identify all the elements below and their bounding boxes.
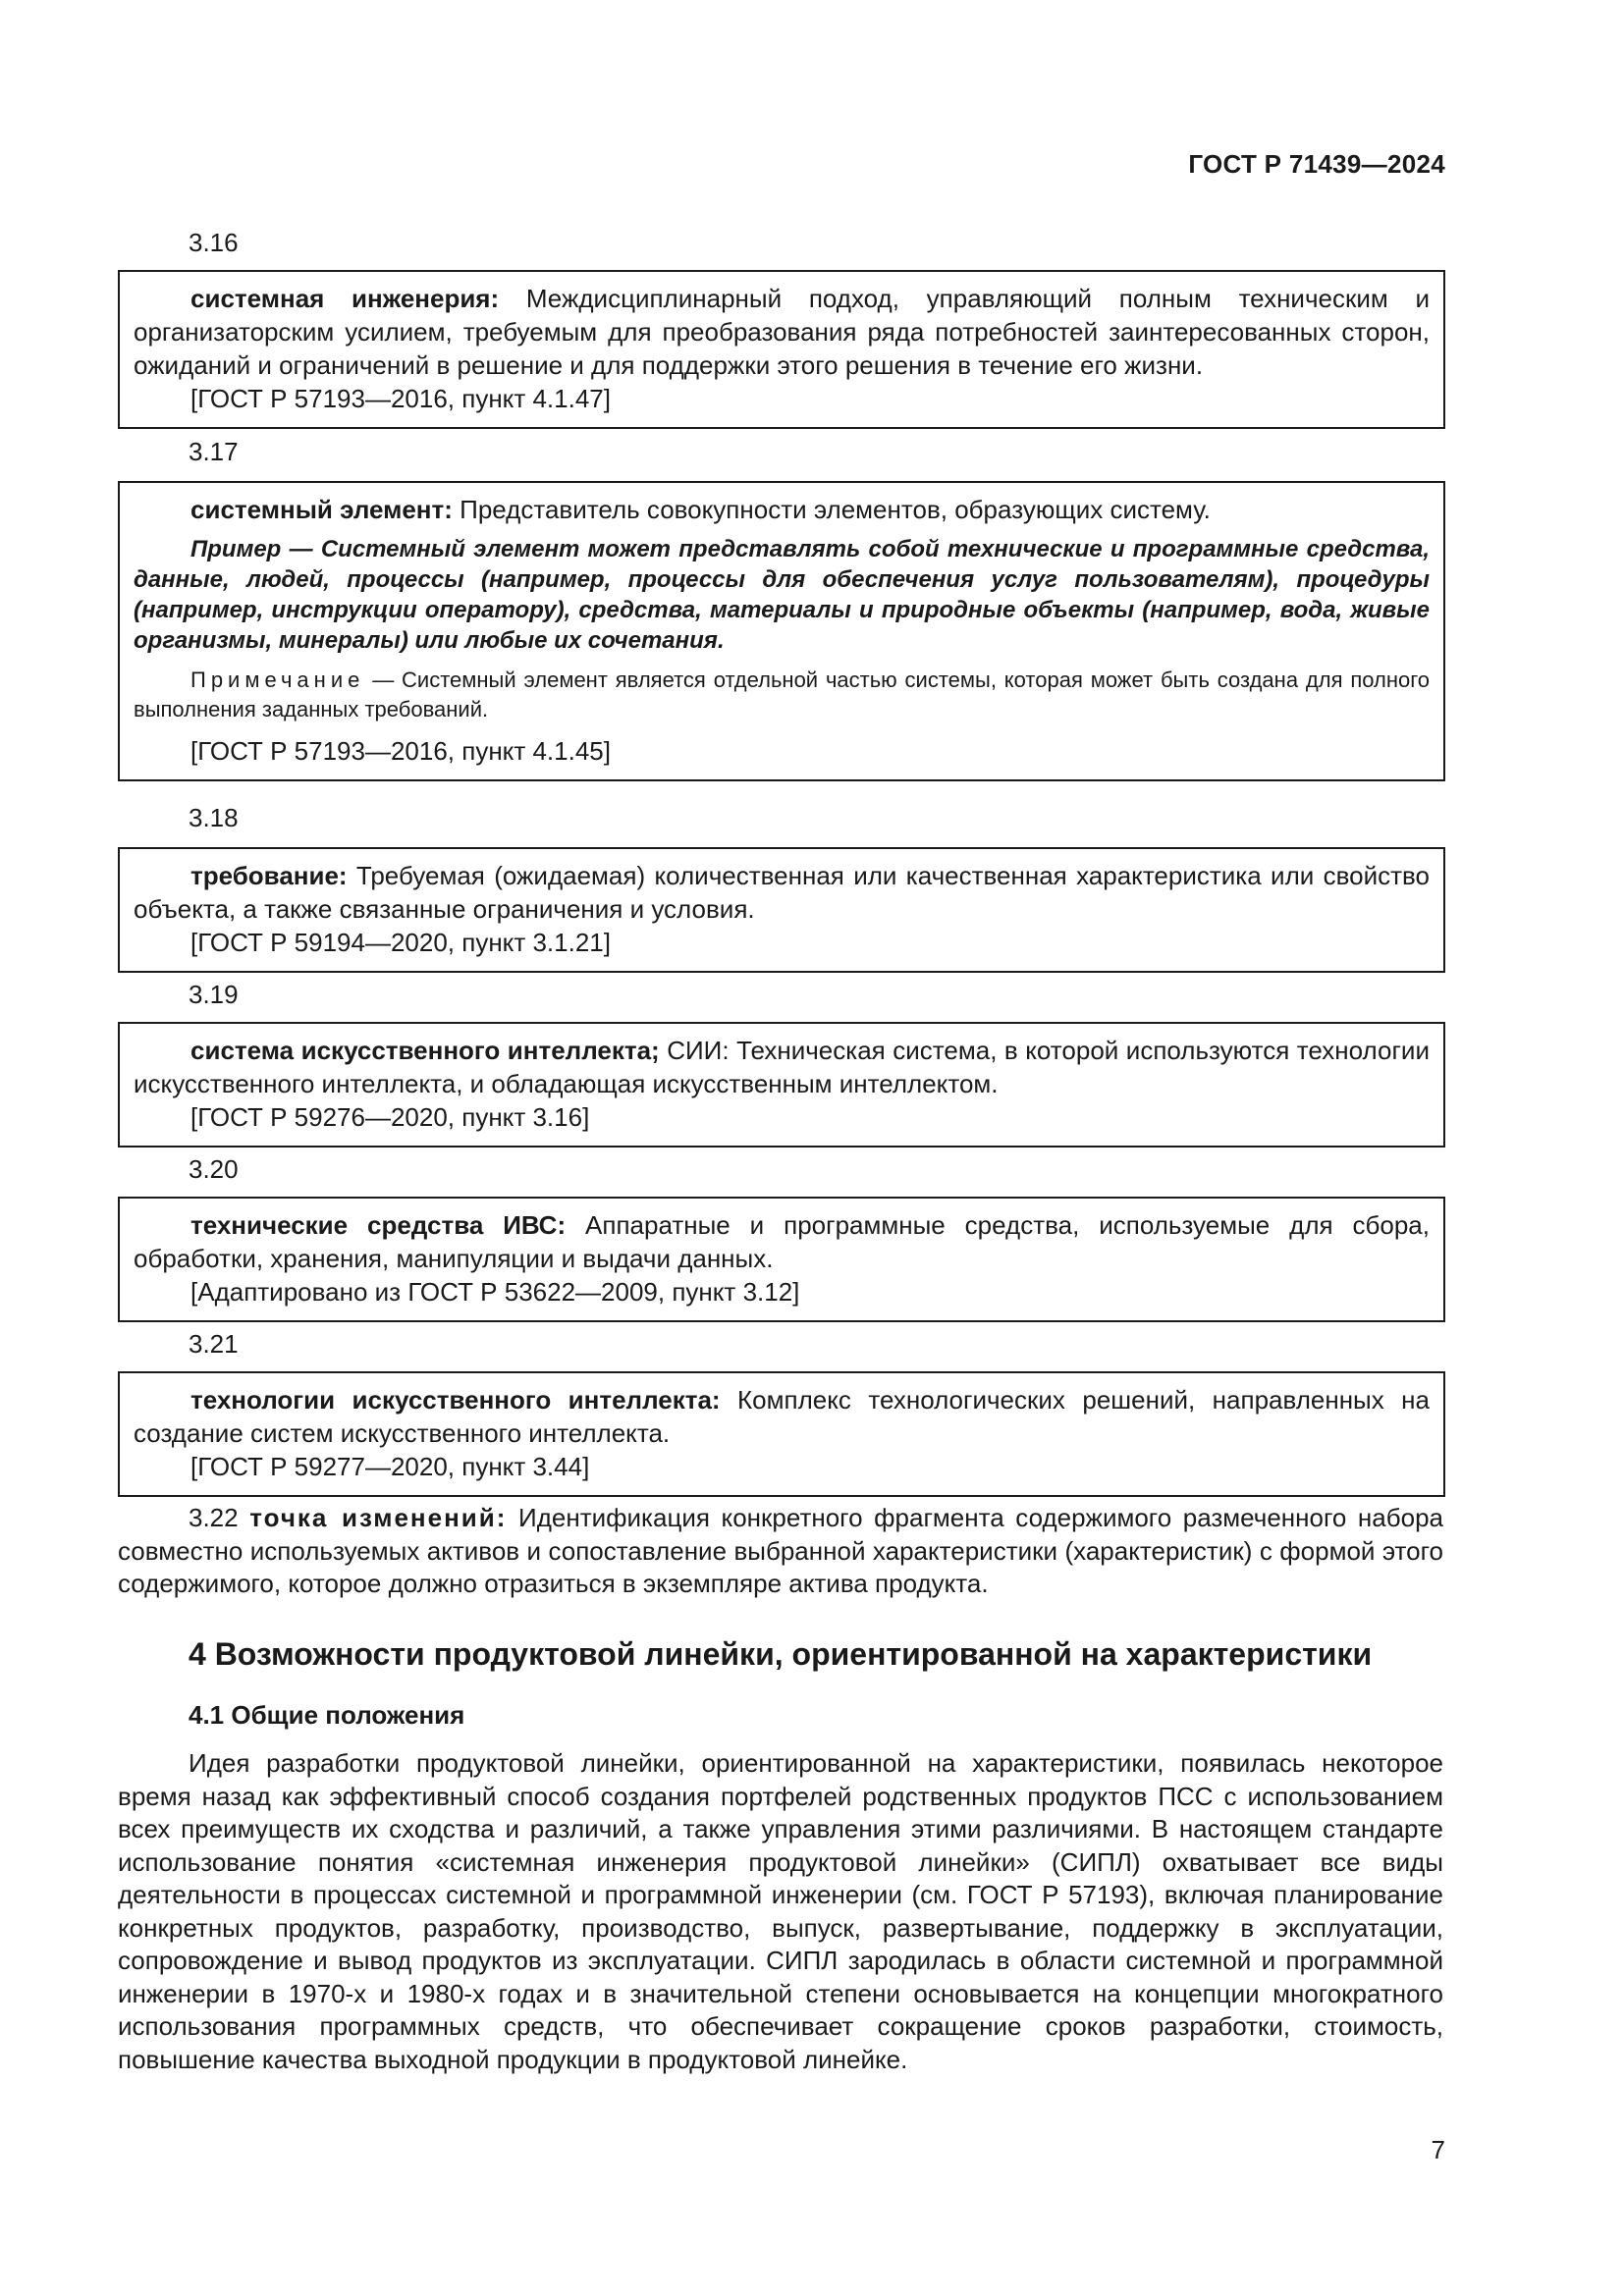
term-source: [Адаптировано из ГОСТ Р 53622—2009, пункт 3.12] [190, 1277, 800, 1307]
term-box-3-18 [118, 847, 1445, 973]
term-note [134, 666, 1430, 724]
term-box-3-20 [118, 1197, 1445, 1322]
section-heading: 4 Возможности продуктовой линейки, ориентированной на характеристики [189, 1636, 1373, 1672]
term-name: система искусственного интеллекта; [190, 1036, 660, 1065]
term-number: 3.16 [189, 228, 239, 257]
term-source: [ГОСТ Р 57193—2016, пункт 4.1.47] [190, 384, 611, 413]
term-number: 3.21 [189, 1329, 239, 1359]
term-source: [ГОСТ Р 59277—2020, пункт 3.44] [190, 1452, 590, 1481]
term-definition: СИИ: Техническая система, в которой используются технологии искусственного интеллекта, и обладающая искусственным интеллектом. [134, 1036, 1430, 1098]
subsection-heading: 4.1 Общие положения [189, 1700, 465, 1730]
term-definition: Идентификация конкретного фрагмента содержимого размеченного набора совместно используемых активов и сопоставление выбранной характеристики (характеристик) с формой этого содержимого, которое должно отразиться в экземпляре актива продукта. [118, 1503, 1443, 1598]
term-source: [ГОСТ Р 59194—2020, пункт 3.1.21] [190, 928, 611, 957]
term-3-22 [118, 1502, 1443, 1601]
note-text: — Системный элемент является отдельной частью системы, которая может быть создана для полного выполнения заданных требований. [134, 667, 1430, 721]
term-box-3-16 [118, 270, 1445, 429]
term-definition: Междисциплинарный подход, управляющий полным техническим и организаторским усилием, требуемым для преобразования ряда потребностей заинтересованных сторон, ожиданий и ограничений в решение и для поддержки этого решения в течение его жизни. [134, 284, 1430, 380]
term-box-3-19 [118, 1022, 1445, 1148]
term-definition: Комплекс технологических решений, направленных на создание систем искусственного интеллекта. [134, 1385, 1430, 1448]
page-number: 7 [1431, 2135, 1445, 2164]
term-box-3-21 [118, 1371, 1445, 1497]
term-example: Пример — Системный элемент может представлять собой технические и программные средства, данные, людей, процессы (например, процессы для обеспечения услуг пользователям), процедуры (например, инструкции оператору), средства, материалы и природные объекты (например, вода, живые организмы, минералы) или любые их сочетания. [134, 536, 1430, 654]
term-name: системная инженерия: [190, 284, 500, 313]
term-number: 3.22 [189, 1503, 239, 1532]
term-definition: Требуемая (ожидаемая) количественная или качественная характеристика или свойство объекта, а также связанные ограничения и условия. [134, 861, 1430, 924]
term-number: 3.19 [189, 980, 239, 1009]
term-source: [ГОСТ Р 59276—2020, пункт 3.16] [190, 1102, 590, 1132]
term-definition: Представитель совокупности элементов, образующих систему. [452, 495, 1211, 524]
term-number: 3.20 [189, 1154, 239, 1184]
term-number: 3.18 [189, 803, 239, 832]
term-name: точка изменений: [249, 1503, 508, 1532]
term-source: [ГОСТ Р 57193—2016, пункт 4.1.45] [190, 736, 611, 766]
term-number: 3.17 [189, 437, 239, 466]
term-definition: Аппаратные и программные средства, используемые для сбора, обработки, хранения, манипуляции и выдачи данных. [134, 1210, 1430, 1273]
term-name: требование: [190, 861, 348, 890]
body-paragraph: Идея разработки продуктовой линейки, ориентированной на характеристики, появилась некоторое время назад как эффективный способ создания портфелей родственных продуктов ПСС с использованием всех преимуществ их сходства и различий, а также управления этими различиями. В настоящем стандарте использование понятия «системная инженерия продуктовой линейки» (СИПЛ) охватывает все виды деятельности в процессах системной и программной инженерии (см. ГОСТ Р 57193), включая планирование конкретных продуктов, разработку, производство, выпуск, развертывание, поддержку в эксплуатации, сопровождение и вывод продуктов из эксплуатации. СИПЛ зародилась в области системной и программной инженерии в 1970-х и 1980-х годах и в значительной степени основывается на концепции многократного использования программных средств, что обеспечивает сокращение сроков разработки, стоимость, повышение качества выходной продукции в продуктовой линейке. [118, 1748, 1443, 2074]
note-label: Примечание [190, 667, 365, 692]
term-name: технические средства ИВС: [190, 1210, 567, 1240]
term-name: технологии искусственного интеллекта: [190, 1385, 721, 1415]
document-code: ГОСТ Р 71439—2024 [1188, 149, 1445, 179]
term-box-3-17 [118, 481, 1445, 781]
term-name: системный элемент: [190, 495, 453, 524]
